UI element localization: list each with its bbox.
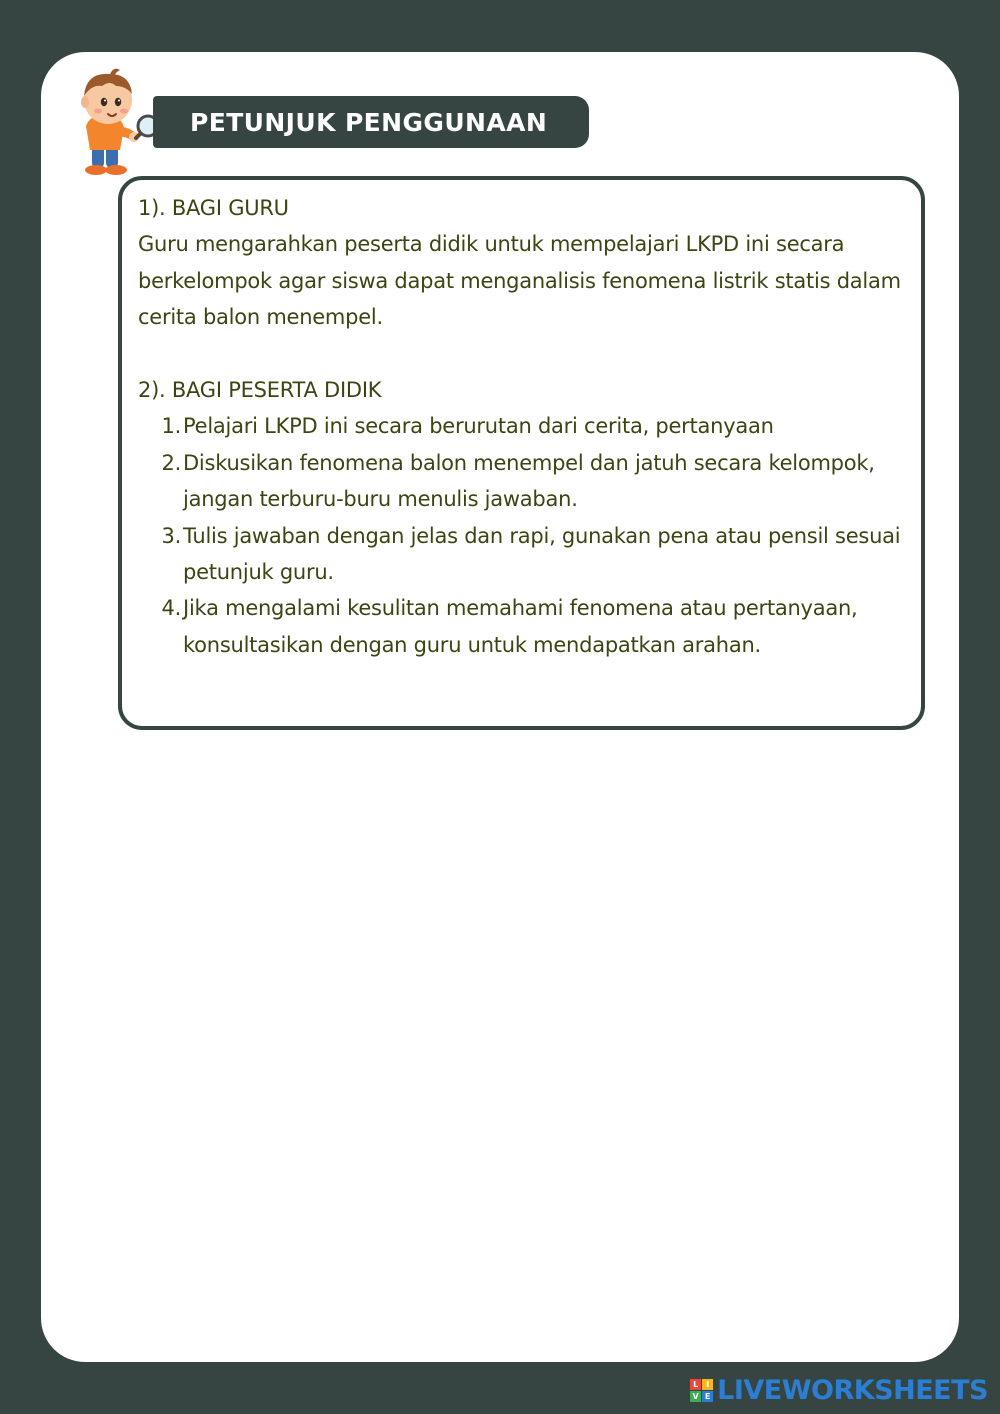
guru-paragraph: Guru mengarahkan peserta didik untuk mempelajari LKPD ini secara berkelompok agar siswa dapat menganalisis fenomena listrik statis dalam cerita balon menempel.: [138, 232, 901, 330]
list-item-text: Diskusikan fenomena balon menempel dan jatuh secara kelompok, jangan terburu-buru menulis jawaban.: [183, 450, 875, 512]
title-banner: [153, 96, 589, 148]
child-with-magnifying-glass-icon: [70, 66, 166, 178]
list-item: [138, 590, 918, 663]
list-item: [138, 518, 918, 591]
liveworksheets-logo-icon: [690, 1379, 713, 1402]
instructions-content: [138, 190, 918, 663]
list-item-text: Pelajari LKPD ini secara berurutan dari cerita, pertanyaan: [183, 414, 774, 439]
section-spacer: [138, 336, 918, 372]
watermark-text: LIVEWORKSHEETS: [717, 1375, 988, 1406]
liveworksheets-watermark: [690, 1375, 988, 1406]
list-item-text: Tulis jawaban dengan jelas dan rapi, gunakan pena atau pensil sesuai petunjuk guru.: [183, 523, 901, 585]
list-item-text: Jika mengalami kesulitan memahami fenomena atau pertanyaan, konsultasikan dengan guru untuk mendapatkan arahan.: [183, 596, 858, 657]
list-item-number: 3.: [161, 523, 181, 548]
page-title: PETUNJUK PENGGUNAAN: [190, 107, 548, 137]
list-item: [138, 445, 918, 518]
logo-letter: V: [690, 1391, 701, 1402]
logo-letter: E: [702, 1391, 713, 1402]
logo-letter: I: [702, 1379, 713, 1390]
list-item: [138, 408, 918, 444]
guru-heading: 1). BAGI GURU: [138, 196, 289, 220]
peserta-steps-list: [138, 408, 918, 663]
peserta-heading: 2). BAGI PESERTA DIDIK: [138, 378, 382, 403]
list-item-number: 1.: [161, 414, 181, 439]
list-item-number: 2.: [161, 450, 181, 475]
list-item-number: 4.: [161, 596, 181, 621]
logo-letter: L: [690, 1379, 701, 1390]
